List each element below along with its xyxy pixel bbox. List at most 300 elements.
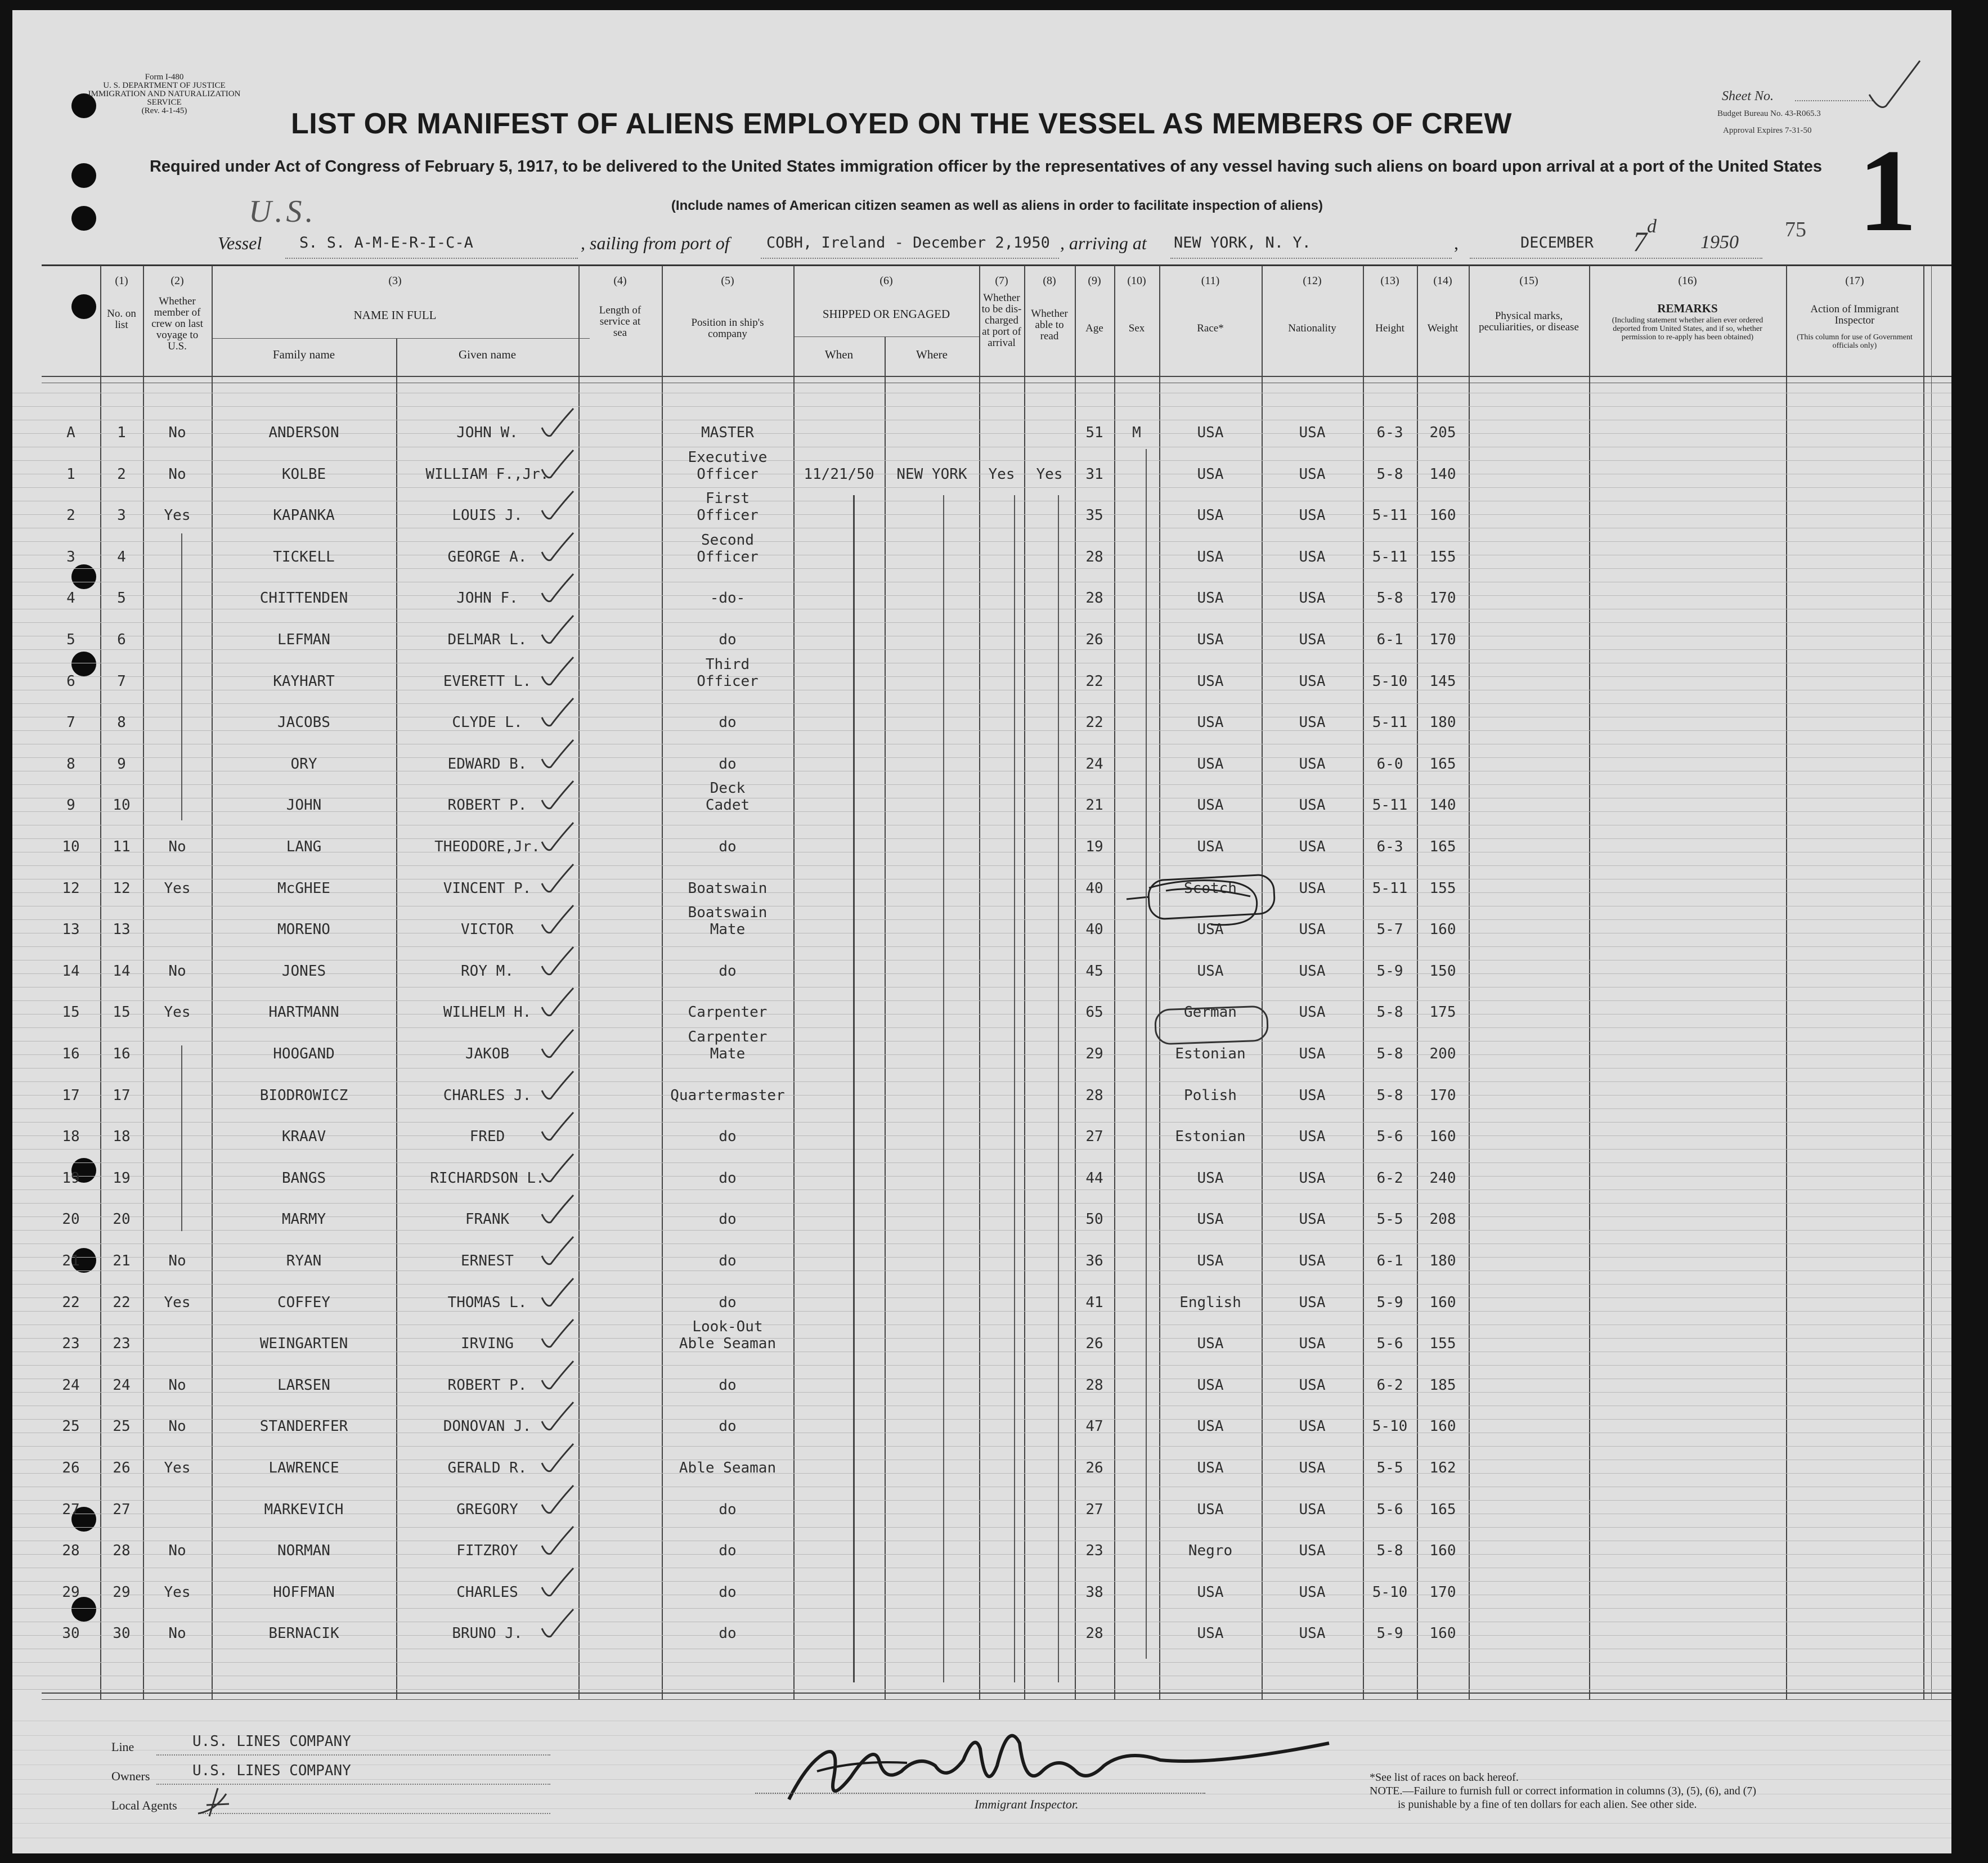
height: 5-11 bbox=[1372, 548, 1408, 565]
weight: 200 bbox=[1429, 1045, 1456, 1062]
given-name: VINCENT P. bbox=[443, 879, 532, 897]
margin-line-number: 26 bbox=[62, 1460, 80, 1476]
approval-expiry: Approval Expires 7-31-50 bbox=[1723, 126, 1812, 135]
column-divider bbox=[1786, 266, 1787, 1700]
list-number: 27 bbox=[113, 1501, 131, 1518]
height: 6-3 bbox=[1376, 424, 1403, 441]
age: 36 bbox=[1085, 1253, 1103, 1269]
position-line-2: Mate bbox=[710, 921, 746, 939]
given-name: EVERETT L. bbox=[443, 672, 532, 690]
previous-voyage: No bbox=[168, 838, 186, 855]
list-number: 22 bbox=[113, 1294, 131, 1311]
given-name: THOMAS L. bbox=[447, 1294, 527, 1311]
margin-line-number: 15 bbox=[62, 1004, 80, 1021]
table-bottom-border bbox=[42, 1693, 1951, 1694]
list-number: 16 bbox=[113, 1045, 131, 1062]
ruled-line bbox=[12, 1662, 1951, 1663]
arriving-label: , arriving at bbox=[1060, 233, 1147, 253]
ruled-line bbox=[12, 1189, 1951, 1190]
age: 26 bbox=[1085, 1460, 1103, 1476]
punch-hole bbox=[71, 206, 96, 231]
vessel-name: S. S. A-M-E-R-I-C-A bbox=[299, 234, 473, 252]
ruled-line bbox=[12, 1203, 1951, 1204]
weight: 155 bbox=[1429, 548, 1456, 565]
height: 5-11 bbox=[1372, 507, 1408, 524]
age: 44 bbox=[1085, 1169, 1103, 1187]
family-name: COFFEY bbox=[277, 1294, 330, 1311]
list-number: 14 bbox=[113, 962, 131, 980]
page-title: LIST OR MANIFEST OF ALIENS EMPLOYED ON THE VESSEL AS MEMBERS OF CREW bbox=[291, 107, 1512, 140]
col12-header: Nationality bbox=[1288, 322, 1336, 334]
position-line-2: -do- bbox=[710, 590, 746, 607]
checkmark-icon bbox=[1864, 55, 1926, 117]
line-underline bbox=[156, 1754, 550, 1756]
sex: M bbox=[1132, 424, 1141, 441]
column-divider bbox=[1114, 266, 1115, 1700]
given-name: FRED bbox=[469, 1128, 505, 1146]
col12-number: (12) bbox=[1303, 275, 1322, 287]
given-name: FRANK bbox=[465, 1211, 510, 1228]
weight: 170 bbox=[1429, 631, 1456, 648]
race: USA bbox=[1197, 424, 1224, 441]
form-number: Form I-480 bbox=[145, 73, 184, 82]
able-to-read: Yes bbox=[1036, 465, 1063, 483]
margin-line-number: 17 bbox=[62, 1087, 80, 1104]
age: 50 bbox=[1085, 1211, 1103, 1228]
list-number: 3 bbox=[117, 507, 126, 524]
given-name: VICTOR bbox=[461, 921, 514, 939]
margin-line-number: 13 bbox=[62, 921, 80, 939]
list-number: 8 bbox=[117, 714, 126, 731]
list-number: 6 bbox=[117, 631, 126, 648]
ruled-line bbox=[12, 1108, 1951, 1109]
list-number: 9 bbox=[117, 755, 126, 773]
col4-number: (4) bbox=[613, 275, 627, 287]
col13-number: (13) bbox=[1380, 275, 1399, 287]
race: USA bbox=[1197, 1253, 1224, 1269]
position-line-2: do bbox=[719, 755, 737, 773]
weight: 170 bbox=[1429, 590, 1456, 607]
col14-number: (14) bbox=[1433, 275, 1452, 287]
given-name: JOHN F. bbox=[456, 590, 518, 607]
date-line bbox=[1470, 258, 1762, 259]
race: USA bbox=[1197, 465, 1224, 483]
height: 5-9 bbox=[1376, 1625, 1403, 1642]
ruled-line bbox=[12, 1365, 1951, 1366]
checkmark-icon bbox=[538, 1358, 578, 1394]
race: English bbox=[1179, 1294, 1241, 1311]
height: 5-6 bbox=[1376, 1335, 1403, 1353]
arrival-line bbox=[1170, 258, 1452, 259]
family-name: ORY bbox=[290, 755, 317, 773]
height: 5-6 bbox=[1376, 1501, 1403, 1518]
family-name: KAYHART bbox=[273, 672, 335, 690]
position-line-2: Officer bbox=[697, 507, 759, 524]
name-subheader-line bbox=[212, 338, 590, 339]
given-name: WILHELM H. bbox=[443, 1004, 532, 1021]
list-number: 12 bbox=[113, 879, 131, 897]
given-name: GEORGE A. bbox=[447, 548, 527, 565]
arrival-day-suffix: d bbox=[1647, 216, 1657, 237]
weight: 160 bbox=[1429, 507, 1456, 524]
agent-initial-mark bbox=[192, 1783, 237, 1822]
margin-line-number: 18 bbox=[62, 1128, 80, 1146]
margin-line-number: 20 bbox=[62, 1211, 80, 1228]
weight: 180 bbox=[1429, 1253, 1456, 1269]
checkmark-icon bbox=[538, 737, 578, 773]
col7-number: (7) bbox=[995, 275, 1008, 287]
ruled-line bbox=[12, 487, 1951, 488]
family-name-header: Family name bbox=[272, 348, 335, 361]
list-number: 26 bbox=[113, 1460, 131, 1476]
position-line-1: Boatswain bbox=[688, 904, 768, 922]
list-number: 23 bbox=[113, 1335, 131, 1353]
age: 28 bbox=[1085, 590, 1103, 607]
list-number: 4 bbox=[117, 548, 126, 565]
age: 26 bbox=[1085, 631, 1103, 648]
height: 5-8 bbox=[1376, 1004, 1403, 1021]
races-note: *See list of races on back hereof. bbox=[1370, 1771, 1519, 1784]
when-header: When bbox=[824, 348, 854, 361]
nationality: USA bbox=[1299, 1087, 1326, 1104]
given-name: GREGORY bbox=[456, 1501, 518, 1518]
list-number: 17 bbox=[113, 1087, 131, 1104]
position-line-2: do bbox=[719, 1418, 737, 1435]
family-name: KAPANKA bbox=[273, 507, 335, 524]
height: 5-8 bbox=[1376, 590, 1403, 607]
margin-line-number: 12 bbox=[62, 879, 80, 897]
weight: 155 bbox=[1429, 1335, 1456, 1353]
checkmark-icon bbox=[538, 1068, 578, 1104]
vessel-line bbox=[285, 258, 578, 259]
given-name: ROBERT P. bbox=[447, 1376, 527, 1394]
list-number: 20 bbox=[113, 1211, 131, 1228]
race: USA bbox=[1197, 631, 1224, 648]
weight: 160 bbox=[1429, 921, 1456, 939]
age: 40 bbox=[1085, 879, 1103, 897]
weight: 208 bbox=[1429, 1211, 1456, 1228]
family-name: LANG bbox=[286, 838, 322, 855]
service-name: IMMIGRATION AND NATURALIZATION SERVICE bbox=[88, 89, 241, 107]
weight: 155 bbox=[1429, 879, 1456, 897]
height: 5-11 bbox=[1372, 797, 1408, 814]
age: 23 bbox=[1085, 1542, 1103, 1560]
height: 6-2 bbox=[1376, 1169, 1403, 1187]
position-line-2: Mate bbox=[710, 1045, 746, 1062]
height: 5-5 bbox=[1376, 1211, 1403, 1228]
position-line-1: Third bbox=[705, 656, 750, 673]
checkmark-icon bbox=[538, 447, 578, 483]
checkmark-icon bbox=[538, 861, 578, 897]
nationality: USA bbox=[1299, 921, 1326, 939]
stamp-number: 75 bbox=[1785, 218, 1806, 241]
nationality: USA bbox=[1299, 1294, 1326, 1311]
height: 6-1 bbox=[1376, 631, 1403, 648]
col14-header: Weight bbox=[1427, 322, 1459, 334]
revision-date: (Rev. 4-1-45) bbox=[141, 106, 187, 115]
given-name: ERNEST bbox=[461, 1253, 514, 1269]
position-line-2: Quartermaster bbox=[670, 1087, 785, 1104]
age: 31 bbox=[1085, 465, 1103, 483]
nationality: USA bbox=[1299, 1211, 1326, 1228]
margin-line-number: 24 bbox=[62, 1376, 80, 1394]
weight: 165 bbox=[1429, 755, 1456, 773]
margin-line-number: 1 bbox=[66, 465, 75, 483]
ruled-line bbox=[12, 1230, 1951, 1231]
ruled-line bbox=[12, 1000, 1951, 1001]
height: 5-8 bbox=[1376, 465, 1403, 483]
age: 22 bbox=[1085, 672, 1103, 690]
height: 5-10 bbox=[1372, 672, 1408, 690]
subtitle: Required under Act of Congress of February 5, 1917, to be delivered to the United States immigration officer by the representatives of any vessel having such aliens on board upon arrival at a port of the United States bbox=[149, 158, 1823, 176]
ruled-line bbox=[12, 1162, 1951, 1163]
margin-line-number: 6 bbox=[66, 672, 75, 690]
position-line-2: Officer bbox=[697, 465, 759, 483]
checkmark-icon bbox=[538, 985, 578, 1021]
height: 5-6 bbox=[1376, 1128, 1403, 1146]
arrival-month: DECEMBER bbox=[1520, 234, 1594, 252]
ditto-stroke bbox=[1146, 449, 1147, 1659]
col8-number: (8) bbox=[1043, 275, 1056, 287]
margin-line-number: 8 bbox=[66, 755, 75, 773]
given-name: LOUIS J. bbox=[452, 507, 523, 524]
ruled-line bbox=[12, 1081, 1951, 1082]
position-line-2: do bbox=[719, 1625, 737, 1642]
weight: 140 bbox=[1429, 797, 1456, 814]
race: USA bbox=[1197, 548, 1224, 565]
agents-underline bbox=[198, 1813, 550, 1814]
family-name: LARSEN bbox=[277, 1376, 330, 1394]
previous-voyage: Yes bbox=[164, 1583, 191, 1601]
checkmark-icon bbox=[538, 1565, 578, 1601]
age: 28 bbox=[1085, 1376, 1103, 1394]
family-name: KOLBE bbox=[281, 465, 326, 483]
arrival-port: NEW YORK, N. Y. bbox=[1174, 234, 1311, 252]
age: 28 bbox=[1085, 1625, 1103, 1642]
penalty-note: NOTE.—Failure to furnish full or correct information in columns (3), (5), (6), and (7) bbox=[1370, 1785, 1757, 1797]
given-name: ROY M. bbox=[461, 962, 514, 980]
col16-number: (16) bbox=[1678, 275, 1697, 287]
previous-voyage: No bbox=[168, 1253, 186, 1269]
ruled-line bbox=[12, 1149, 1951, 1150]
previous-voyage: No bbox=[168, 1418, 186, 1435]
margin-line-number: 28 bbox=[62, 1542, 80, 1560]
position-line-2: Able Seaman bbox=[679, 1460, 777, 1476]
ruled-line bbox=[12, 406, 1951, 407]
table-top-border bbox=[42, 264, 1951, 266]
ruled-line bbox=[12, 1041, 1951, 1042]
given-name: ROBERT P. bbox=[447, 797, 527, 814]
subtitle-note: (Include names of American citizen seamen as well as aliens in order to facilitate inspection of aliens) bbox=[671, 198, 1323, 213]
height: 5-5 bbox=[1376, 1460, 1403, 1476]
list-number: 24 bbox=[113, 1376, 131, 1394]
weight: 170 bbox=[1429, 1087, 1456, 1104]
sheet-number-label: Sheet No. bbox=[1722, 89, 1774, 104]
checkmark-icon bbox=[538, 405, 578, 441]
shipped-when: 11/21/50 bbox=[804, 465, 874, 483]
shipped-subheader-line bbox=[793, 336, 979, 337]
margin-line-number: 4 bbox=[66, 590, 75, 607]
given-name: EDWARD B. bbox=[447, 755, 527, 773]
height: 5-10 bbox=[1372, 1418, 1408, 1435]
race: USA bbox=[1197, 590, 1224, 607]
col17-header: Action of Immigrant Inspector bbox=[1810, 303, 1899, 326]
age: 26 bbox=[1085, 1335, 1103, 1353]
family-name: BIODROWICZ bbox=[259, 1087, 348, 1104]
col16-subheader: (Including statement whether alien ever ordered deported from United States, and if so, whether permission to re-apply has been obtained) bbox=[1612, 316, 1763, 342]
ruled-line bbox=[12, 784, 1951, 785]
margin-line-number: 29 bbox=[62, 1583, 80, 1601]
inspector-signature-line bbox=[755, 1793, 1205, 1794]
col5-header: Position in ship's company bbox=[691, 317, 764, 340]
position-line-2: Able Seaman bbox=[679, 1335, 777, 1353]
owners-value: U.S. LINES COMPANY bbox=[192, 1762, 351, 1779]
family-name: McGHEE bbox=[277, 879, 330, 897]
local-agents-label: Local Agents bbox=[111, 1798, 177, 1812]
position-line-1: Carpenter bbox=[688, 1029, 768, 1045]
list-number: 10 bbox=[113, 797, 131, 814]
punch-hole bbox=[71, 294, 96, 319]
position-line-2: do bbox=[719, 1294, 737, 1311]
given-name: CLYDE L. bbox=[452, 714, 523, 731]
previous-voyage: Yes bbox=[164, 1460, 191, 1476]
checkmark-icon bbox=[538, 1275, 578, 1311]
position-line-2: MASTER bbox=[701, 424, 754, 441]
weight: 160 bbox=[1429, 1128, 1456, 1146]
arrival-year: 1950 bbox=[1700, 232, 1739, 253]
given-name: WILLIAM F.,Jr. bbox=[425, 465, 549, 483]
ditto-stroke bbox=[1058, 495, 1059, 1682]
weight: 205 bbox=[1429, 424, 1456, 441]
weight: 165 bbox=[1429, 838, 1456, 855]
height: 5-9 bbox=[1376, 962, 1403, 980]
previous-voyage: No bbox=[168, 962, 186, 980]
given-name-header: Given name bbox=[458, 348, 517, 361]
header-bottom-border bbox=[42, 376, 1951, 377]
age: 40 bbox=[1085, 921, 1103, 939]
age: 24 bbox=[1085, 755, 1103, 773]
family-name: LEFMAN bbox=[277, 631, 330, 648]
checkmark-icon bbox=[538, 902, 578, 938]
nationality: USA bbox=[1299, 631, 1326, 648]
penalty-note-2: is punishable by a fine of ten dollars for each alien. See other side. bbox=[1398, 1798, 1697, 1811]
nationality: USA bbox=[1299, 424, 1326, 441]
race: Polish bbox=[1184, 1087, 1237, 1104]
nationality: USA bbox=[1299, 755, 1326, 773]
family-name: HOOGAND bbox=[273, 1045, 335, 1062]
checkmark-icon bbox=[538, 1440, 578, 1476]
nationality: USA bbox=[1299, 714, 1326, 731]
given-name: DONOVAN J. bbox=[443, 1418, 532, 1435]
column-divider bbox=[1923, 266, 1924, 1700]
column-divider bbox=[1589, 266, 1590, 1700]
weight: 160 bbox=[1429, 1625, 1456, 1642]
margin-line-number: 23 bbox=[62, 1335, 80, 1353]
position-line-2: do bbox=[719, 1169, 737, 1187]
family-name: MORENO bbox=[277, 921, 330, 939]
nationality: USA bbox=[1299, 1460, 1326, 1476]
ruled-line bbox=[12, 649, 1951, 650]
position-line-2: do bbox=[719, 1253, 737, 1269]
col15-header: Physical marks, peculiarities, or disease bbox=[1479, 310, 1579, 333]
agency-name: U. S. DEPARTMENT OF JUSTICE bbox=[103, 81, 226, 90]
race: USA bbox=[1197, 1335, 1224, 1353]
given-name: JAKOB bbox=[465, 1045, 510, 1062]
margin-line-number: 3 bbox=[66, 548, 75, 565]
ruled-line bbox=[12, 460, 1951, 461]
age: 41 bbox=[1085, 1294, 1103, 1311]
nationality: USA bbox=[1299, 879, 1326, 897]
col10-header: Sex bbox=[1128, 322, 1145, 334]
height: 5-11 bbox=[1372, 879, 1408, 897]
margin-line-number: 27 bbox=[62, 1501, 80, 1518]
race: USA bbox=[1197, 1169, 1224, 1187]
checkmark-icon bbox=[538, 529, 578, 565]
where-header: Where bbox=[916, 348, 948, 361]
immigrant-inspector-label: Immigrant Inspector. bbox=[975, 1797, 1079, 1811]
position-line-1: Executive bbox=[688, 448, 768, 466]
race: USA bbox=[1197, 1501, 1224, 1518]
given-name: JOHN W. bbox=[456, 424, 518, 441]
checkmark-icon bbox=[538, 1316, 578, 1352]
previous-voyage: Yes bbox=[164, 507, 191, 524]
scribble-mark bbox=[1115, 871, 1284, 933]
margin-line-number: 19 bbox=[62, 1169, 80, 1187]
owners-label: Owners bbox=[111, 1769, 150, 1783]
column-divider bbox=[1469, 266, 1470, 1700]
col9-number: (9) bbox=[1088, 275, 1101, 287]
vessel-label: Vessel bbox=[218, 233, 262, 253]
col4-header: Length of service at sea bbox=[599, 304, 641, 339]
shipped-where: NEW YORK bbox=[896, 465, 967, 483]
position-line-1: Second bbox=[701, 531, 754, 549]
family-name: BANGS bbox=[281, 1169, 326, 1187]
ruled-line bbox=[12, 1311, 1951, 1312]
ruled-line bbox=[12, 541, 1951, 542]
col7-header: Whether to be dis-charged at port of arrival bbox=[981, 292, 1022, 349]
col6-header: SHIPPED OR ENGAGED bbox=[822, 307, 950, 321]
col2-number: (2) bbox=[170, 275, 184, 287]
family-name: MARKEVICH bbox=[264, 1501, 344, 1518]
weight: 160 bbox=[1429, 1418, 1456, 1435]
ruled-line bbox=[12, 1284, 1951, 1285]
sailing-label: , sailing from port of bbox=[581, 233, 730, 253]
position-line-2: do bbox=[719, 1376, 737, 1394]
comma: , bbox=[1454, 233, 1459, 253]
nationality: USA bbox=[1299, 465, 1326, 483]
checkmark-icon bbox=[538, 1523, 578, 1559]
checkmark-icon bbox=[538, 819, 578, 855]
margin-line-number: 9 bbox=[66, 797, 75, 814]
list-number: 25 bbox=[113, 1418, 131, 1435]
col17-number: (17) bbox=[1845, 275, 1864, 287]
list-number: 13 bbox=[113, 921, 131, 939]
height: 5-8 bbox=[1376, 1087, 1403, 1104]
age: 65 bbox=[1085, 1004, 1103, 1021]
height: 6-3 bbox=[1376, 838, 1403, 855]
weight: 145 bbox=[1429, 672, 1456, 690]
margin-line-number: 25 bbox=[62, 1418, 80, 1435]
ruled-line bbox=[12, 1068, 1951, 1069]
given-name: IRVING bbox=[461, 1335, 514, 1353]
height: 6-0 bbox=[1376, 755, 1403, 773]
ruled-line bbox=[12, 1823, 1951, 1824]
family-name: CHITTENDEN bbox=[259, 590, 348, 607]
height: 5-11 bbox=[1372, 714, 1408, 731]
family-name: STANDERFER bbox=[259, 1418, 348, 1435]
line-value: U.S. LINES COMPANY bbox=[192, 1733, 351, 1750]
checkmark-icon bbox=[538, 778, 578, 814]
